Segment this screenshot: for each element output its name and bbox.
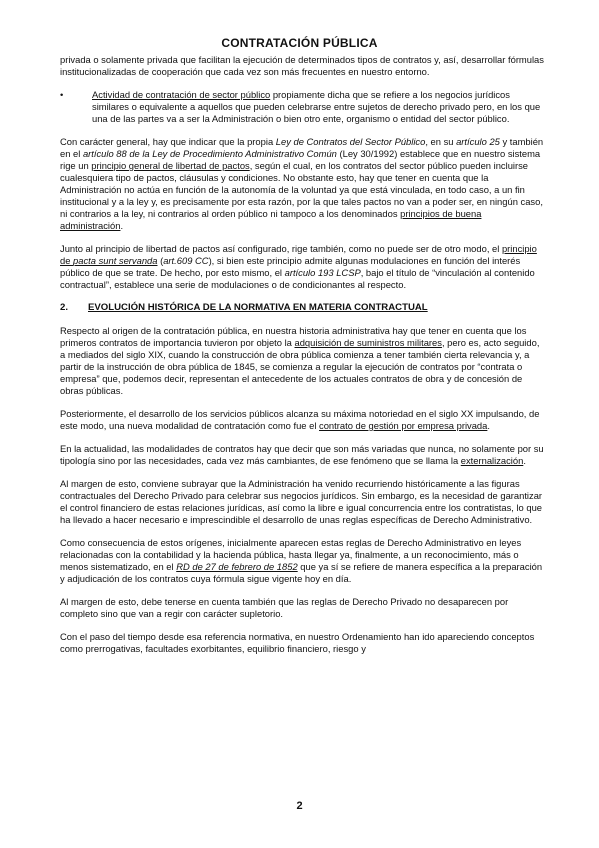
section-heading: [60, 302, 544, 314]
text-run: , según el cual, en los contratos del sector público pueden incluirse cualesquiera tipo de pactos, cláusulas y condiciones. No obstante esto, hay que tener en cuenta que la Administración no actúa en función de la autonomía de la voluntad ya que está vinculada, en todo caso, a un fin institucional y a la ley y, es precisamente por esta razón, por la que tales pactos no van a poder ser, en ningún caso, ni contrarios a la ley, ni contrarios al orden público ni tampoco a los denominados: [60, 160, 543, 219]
text-run: .: [523, 455, 526, 466]
section-title: EVOLUCIÓN HISTÓRICA DE LA NORMATIVA EN MATERIA CONTRACTUAL: [88, 302, 428, 313]
paragraph-7: [60, 443, 544, 467]
text-run: Junto al principio de libertad de pactos así configurado, rige también, como no puede ser de otro modo, el: [60, 243, 502, 254]
text-run: .: [120, 220, 124, 231]
italic-reference: art.609 CC: [163, 255, 209, 266]
text-run: ), si bien este principio admite algunas modulaciones en función del interés público de que se trate. De hecho, por esto mismo, el: [60, 255, 521, 278]
text-run: En la actualidad, las modalidades de contratos hay que decir que son más variadas que nunca, no solamente por su tipología sino por las necesidades, cada vez más cambiantes, de ese fenómeno que se llama la: [60, 443, 544, 466]
underlined-term: Actividad de contratación de sector público: [92, 89, 271, 100]
underlined-term: adquisición de suministros militares: [294, 337, 442, 348]
section-number: 2.: [60, 302, 69, 313]
underlined-term: principios de buena administración: [60, 208, 482, 231]
italic-reference: artículo 25: [456, 136, 500, 147]
paragraph-10: Al margen de esto, debe tenerse en cuenta también que las reglas de Derecho Privado no desaparecen por completo sino que van a regir con carácter supletorio.: [60, 596, 509, 619]
paragraph-11: Con el paso del tiempo desde esa referencia normativa, en nuestro Ordenamiento han ido apareciendo conceptos como prerrogativas, facultades exorbitantes, equilibrio financiero, riesgo y: [60, 631, 535, 654]
italic-reference: artículo 88 de la Ley de Procedimiento Administrativo Común: [82, 148, 337, 159]
paragraph-1: privada o solamente privada que facilitan la ejecución de determinados tipos de contratos y, así, desarrollar fórmulas institucionalizadas de cooperación que cada vez son más frecuentes en nuestro entorno.: [60, 54, 544, 77]
italic-term: pacta sunt servanda: [73, 255, 158, 266]
paragraph-9: [60, 537, 544, 585]
italic-reference: Ley de Contratos del Sector Público: [275, 136, 426, 147]
text-run: Como consecuencia de estos orígenes, inicialmente aparecen estas reglas de Derecho Administrativo en leyes relacionadas con la contabilidad y la hacienda pública, hasta llegar ya, finalmente, a un reconocimiento, más o menos sistematizado, en el: [60, 537, 522, 572]
text-run: Con carácter general, hay que indicar que la propia: [60, 136, 276, 147]
bullet-icon: •: [60, 89, 64, 100]
text-run: , bajo el título de “vinculación al contenido contractual”, establece una serie de modulaciones o de condicionantes al respecto.: [60, 267, 535, 290]
bullet-paragraph: [60, 89, 544, 125]
text-run: , en su: [425, 136, 457, 147]
text-run: , pero es, acto seguido, a mediados del siglo XIX, cuando la construcción de obra pública comienza a tener también cierta relevancia y, a partir de la instrucción de obra pública de 1845, se comienza a regular la ejecución de contratos por “contrata o empresa” que, podemos decir, representan el antecedente de los actuales contratos de obra y de concesión de obras públicas.: [60, 337, 540, 396]
text-run: propiamente dicha que se refiere a los negocios jurídicos similares o equivalente a aquellos que pueden celebrarse entre sujetos de derecho privado pero, en los que una de las partes va a ser la Administración o bien otro ente, organismo o entidad del sector público.: [92, 89, 541, 124]
text-run: (Ley 30/1992) establece que en nuestro sistema rige un: [60, 148, 541, 171]
text-run: que ya sí se refiere de manera específica a la preparación y adjudicación de los contratos cuya fórmula sigue vigente hoy en día.: [60, 561, 543, 584]
underlined-term: principio general de libertad de pactos: [91, 160, 250, 171]
paragraph-8: Al margen de esto, conviene subrayar que la Administración ha venido recurriendo históricamente a las figuras contractuales del Derecho Privado para celebrar sus negocios jurídicos. Sin embargo, es la necesidad de garantizar el control financiero de estas relaciones jurídicas, así como la libre e igual concurrencia entre los contratistas, lo que ha llevado a hacer necesario e imprescindible el desarrollo de unas reglas específicas de Derecho Administrativo.: [60, 478, 543, 525]
paragraph-4: [60, 243, 544, 291]
page-content: [60, 54, 544, 666]
underlined-italic-reference: RD de 27 de febrero de 1852: [176, 561, 298, 572]
page-number: 2: [296, 800, 303, 812]
italic-reference: artículo 193 LCSP: [284, 267, 361, 278]
text-run: Posteriormente, el desarrollo de los servicios públicos alcanza su máxima notoriedad en el siglo XX impulsando, de este modo, una nueva modalidad de contratación como fue el: [60, 408, 540, 431]
underlined-term: externalización: [460, 455, 524, 466]
text-run: (: [157, 255, 164, 266]
text-run: Respecto al origen de la contratación pública, en nuestra historia administrativa hay que tener en cuenta que los primeros contratos de importancia tuvieron por objeto la: [60, 325, 527, 348]
paragraph-3: [60, 136, 544, 232]
paragraph-6: [60, 408, 544, 432]
text-run: .: [487, 420, 490, 431]
page-header: CONTRATACIÓN PÚBLICA: [221, 36, 378, 50]
text-run: y también en el: [60, 136, 544, 159]
underlined-term: contrato de gestión por empresa privada: [319, 420, 488, 431]
paragraph-5: [60, 325, 544, 397]
bullet-text: [92, 89, 544, 125]
text-run: principio de: [60, 243, 537, 266]
